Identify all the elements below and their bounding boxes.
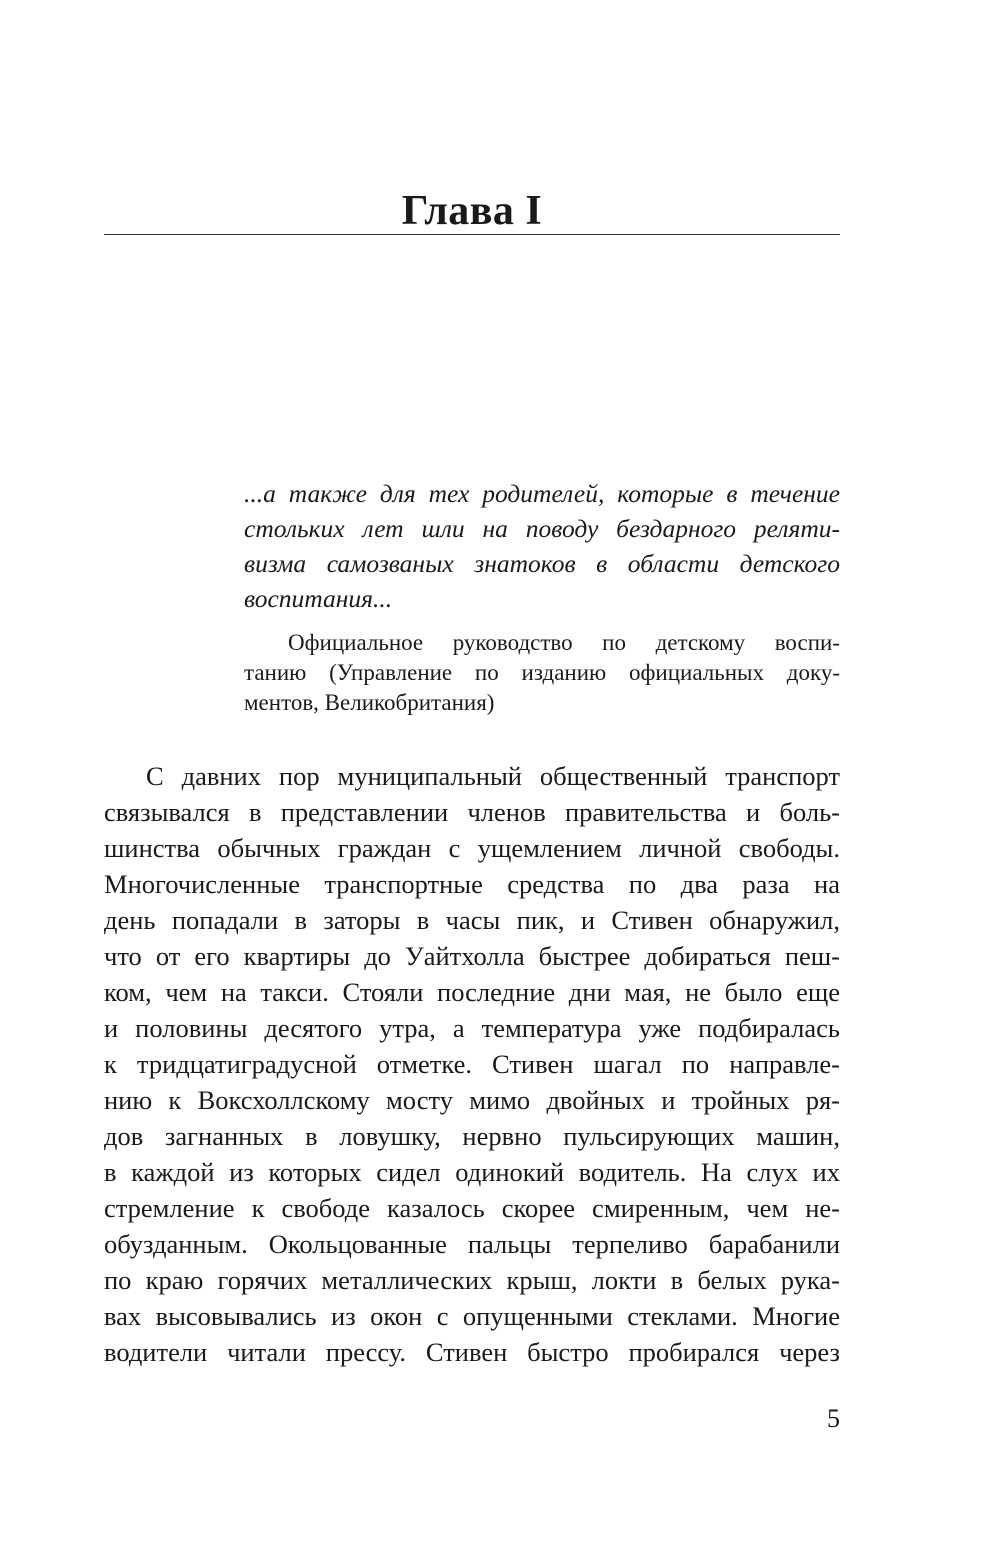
body-line: водители читали прессу. Стивен быстро пробирался через: [104, 1337, 840, 1367]
body-line: что от его квартиры до Уайтхолла быстрее добираться пеш-: [104, 941, 840, 971]
body-line: день попадали в заторы в часы пик, и Стивен обнаружил,: [104, 905, 840, 935]
title-divider: [104, 234, 840, 235]
chapter-title: Глава I: [401, 188, 543, 234]
body-line: Многочисленные транспортные средства по два раза на: [104, 869, 840, 899]
body-line: по краю горячих металлических крыш, локти в белых рука-: [104, 1265, 840, 1295]
body-line: связывался в представлении членов правительства и боль-: [104, 797, 840, 827]
body-line: нию к Воксхоллскому мосту мимо двойных и тройных ря-: [104, 1085, 840, 1115]
page-number: 5: [827, 1404, 840, 1433]
epigraph: [244, 476, 840, 718]
epigraph-line: воспитания...: [244, 584, 393, 613]
epigraph-line: ...а также для тех родителей, которые в течение: [244, 479, 840, 508]
epigraph-line: визма самозваных знатоков в области детского: [244, 549, 840, 578]
body-line: ком, чем на такси. Стояли последние дни мая, не было еще: [104, 977, 840, 1007]
epigraph-source: [244, 628, 840, 718]
body-line: стремление к свободе казалось скорее смиренным, чем не-: [104, 1193, 840, 1223]
body-line: вах высовывались из окон с опущенными стеклами. Многие: [104, 1301, 840, 1331]
body-line: в каждой из которых сидел одинокий водитель. На слух их: [104, 1157, 840, 1187]
body-line: обузданным. Окольцованные пальцы терпеливо барабанили: [104, 1229, 840, 1259]
body-line: С давних пор муниципальный общественный транспорт: [146, 761, 840, 791]
body-paragraph: [104, 758, 840, 1370]
body-line: к тридцатиградусной отметке. Стивен шагал по направле-: [104, 1049, 840, 1079]
epigraph-source-line: танию (Управление по изданию официальных доку-: [244, 660, 840, 685]
body-line: шинства обычных граждан с ущемлением личной свободы.: [104, 833, 840, 863]
body-line: дов загнанных в ловушку, нервно пульсирующих машин,: [104, 1121, 840, 1151]
epigraph-line: стольких лет шли на поводу бездарного реляти-: [244, 514, 840, 543]
epigraph-source-line: ментов, Великобритания): [244, 690, 495, 715]
body-line: и половины десятого утра, а температура уже подбиралась: [104, 1013, 840, 1043]
epigraph-source-line: Официальное руководство по детскому воспи-: [288, 630, 840, 655]
